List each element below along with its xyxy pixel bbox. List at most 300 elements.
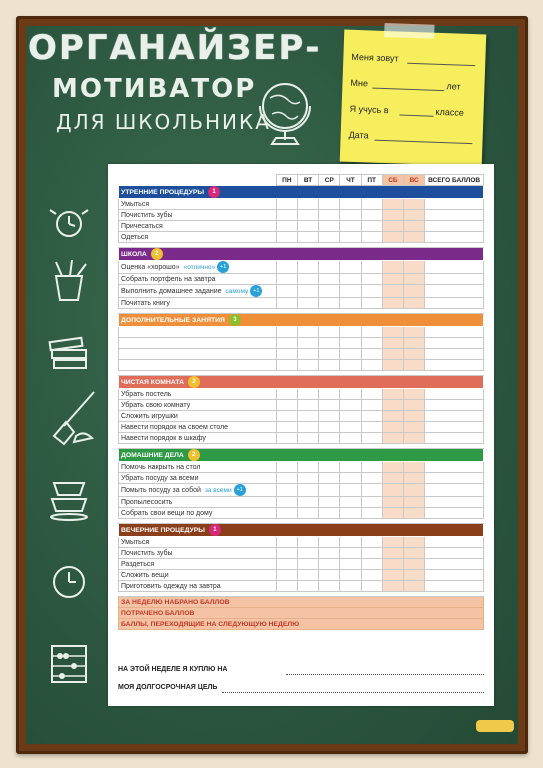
task-row — [119, 548, 484, 559]
check-cell[interactable] — [404, 389, 425, 400]
check-cell[interactable] — [361, 210, 382, 221]
task-label — [119, 349, 277, 360]
col-sun: ВС — [404, 175, 425, 186]
check-cell[interactable] — [340, 537, 361, 548]
check-cell[interactable] — [340, 389, 361, 400]
check-cell[interactable] — [340, 433, 361, 444]
check-cell[interactable] — [404, 497, 425, 508]
check-cell[interactable] — [297, 581, 318, 592]
check-cell[interactable] — [319, 411, 340, 422]
check-cell[interactable] — [297, 210, 318, 221]
check-cell[interactable] — [276, 298, 297, 309]
check-cell[interactable] — [340, 261, 361, 274]
school-line[interactable] — [349, 94, 476, 122]
check-cell[interactable] — [319, 285, 340, 298]
check-cell[interactable] — [340, 400, 361, 411]
check-cell[interactable] — [276, 338, 297, 349]
check-cell[interactable] — [361, 389, 382, 400]
check-cell[interactable] — [340, 484, 361, 497]
check-cell[interactable] — [425, 349, 484, 360]
check-cell[interactable] — [297, 473, 318, 484]
check-cell[interactable] — [297, 422, 318, 433]
col-total: ВСЕГО БАЛЛОВ — [425, 175, 484, 186]
check-cell[interactable] — [404, 462, 425, 473]
check-cell[interactable] — [361, 274, 382, 285]
task-label: Приготовить одежду на завтра — [119, 581, 277, 592]
check-cell[interactable] — [361, 221, 382, 232]
check-cell[interactable] — [361, 484, 382, 497]
check-cell[interactable] — [340, 327, 361, 338]
check-cell[interactable] — [425, 497, 484, 508]
check-cell[interactable] — [361, 360, 382, 371]
task-row — [119, 411, 484, 422]
check-cell[interactable] — [382, 338, 403, 349]
check-cell[interactable] — [404, 338, 425, 349]
section-title-text: УТРЕННИЕ ПРОЦЕДУРЫ — [121, 188, 205, 196]
check-cell[interactable] — [276, 422, 297, 433]
check-cell[interactable] — [319, 484, 340, 497]
check-cell[interactable] — [276, 261, 297, 274]
age-label: Мне — [350, 77, 369, 89]
check-cell[interactable] — [340, 338, 361, 349]
check-cell[interactable] — [425, 261, 484, 274]
buy-line[interactable] — [118, 662, 484, 680]
check-cell[interactable] — [276, 433, 297, 444]
section-header — [119, 449, 484, 462]
check-cell[interactable] — [382, 473, 403, 484]
check-cell[interactable] — [276, 548, 297, 559]
check-cell[interactable] — [319, 422, 340, 433]
check-cell[interactable] — [382, 581, 403, 592]
check-cell[interactable] — [382, 210, 403, 221]
check-cell[interactable] — [297, 349, 318, 360]
check-cell[interactable] — [319, 327, 340, 338]
section-title — [119, 314, 484, 327]
check-cell[interactable] — [425, 400, 484, 411]
check-cell[interactable] — [319, 232, 340, 243]
check-cell[interactable] — [297, 570, 318, 581]
check-cell[interactable] — [425, 422, 484, 433]
dishes-icon — [44, 475, 94, 523]
check-cell[interactable] — [340, 221, 361, 232]
check-cell[interactable] — [382, 497, 403, 508]
check-cell[interactable] — [319, 462, 340, 473]
check-cell[interactable] — [425, 484, 484, 497]
bonus-star-icon: +1 — [234, 484, 246, 496]
task-label: Собрать свои вещи по дому — [119, 508, 277, 519]
check-cell[interactable] — [382, 433, 403, 444]
check-cell[interactable] — [361, 349, 382, 360]
bottom-lines — [118, 662, 484, 698]
alarm-clock-icon — [44, 202, 94, 242]
task-label: Пропылесосить — [119, 497, 277, 508]
tape — [384, 23, 434, 39]
check-cell[interactable] — [340, 422, 361, 433]
check-cell[interactable] — [382, 285, 403, 298]
task-label: Почистить зубы — [119, 210, 277, 221]
check-cell[interactable] — [404, 411, 425, 422]
bonus-star-icon: +1 — [217, 261, 229, 273]
check-cell[interactable] — [404, 232, 425, 243]
check-cell[interactable] — [297, 433, 318, 444]
check-cell[interactable] — [297, 199, 318, 210]
check-cell[interactable] — [404, 570, 425, 581]
check-cell[interactable] — [276, 400, 297, 411]
check-cell[interactable] — [382, 484, 403, 497]
points-badge: 3 — [229, 314, 241, 326]
check-cell[interactable] — [425, 199, 484, 210]
check-cell[interactable] — [361, 298, 382, 309]
check-cell[interactable] — [319, 210, 340, 221]
check-cell[interactable] — [404, 199, 425, 210]
check-cell[interactable] — [404, 210, 425, 221]
check-cell[interactable] — [404, 327, 425, 338]
check-cell[interactable] — [361, 261, 382, 274]
summary-label[interactable]: ПОТРАЧЕНО БАЛЛОВ — [119, 608, 484, 619]
check-cell[interactable] — [361, 581, 382, 592]
task-row — [119, 400, 484, 411]
check-cell[interactable] — [404, 508, 425, 519]
check-cell[interactable] — [382, 349, 403, 360]
check-cell[interactable] — [404, 559, 425, 570]
task-label: Убрать посуду за всеми — [119, 473, 277, 484]
task-row — [119, 327, 484, 338]
check-cell[interactable] — [404, 349, 425, 360]
check-cell[interactable] — [361, 570, 382, 581]
check-cell[interactable] — [276, 327, 297, 338]
check-cell[interactable] — [276, 232, 297, 243]
check-cell[interactable] — [361, 338, 382, 349]
check-cell[interactable] — [297, 537, 318, 548]
check-cell[interactable] — [425, 537, 484, 548]
task-label: Причесаться — [119, 221, 277, 232]
check-cell[interactable] — [276, 411, 297, 422]
check-cell[interactable] — [425, 508, 484, 519]
check-cell[interactable] — [276, 389, 297, 400]
check-cell[interactable] — [319, 570, 340, 581]
check-cell[interactable] — [319, 400, 340, 411]
check-cell[interactable] — [276, 274, 297, 285]
check-cell[interactable] — [425, 210, 484, 221]
task-label: Оценка «хорошо» «отлично» +1 — [119, 261, 277, 274]
check-cell[interactable] — [425, 559, 484, 570]
check-cell[interactable] — [340, 274, 361, 285]
section-title — [119, 524, 484, 537]
task-row — [119, 581, 484, 592]
check-cell[interactable] — [340, 548, 361, 559]
check-cell[interactable] — [319, 389, 340, 400]
check-cell[interactable] — [425, 548, 484, 559]
check-cell[interactable] — [404, 298, 425, 309]
check-cell[interactable] — [297, 232, 318, 243]
check-cell[interactable] — [319, 497, 340, 508]
check-cell[interactable] — [297, 508, 318, 519]
check-cell[interactable] — [297, 285, 318, 298]
check-cell[interactable] — [361, 433, 382, 444]
check-cell[interactable] — [382, 199, 403, 210]
section-title-text: ДОМАШНИЕ ДЕЛА — [121, 451, 184, 459]
check-cell[interactable] — [276, 473, 297, 484]
check-cell[interactable] — [297, 484, 318, 497]
check-cell[interactable] — [382, 389, 403, 400]
check-cell[interactable] — [425, 298, 484, 309]
task-row — [119, 360, 484, 371]
check-cell[interactable] — [404, 473, 425, 484]
check-cell[interactable] — [404, 548, 425, 559]
check-cell[interactable] — [382, 508, 403, 519]
check-cell[interactable] — [404, 285, 425, 298]
check-cell[interactable] — [340, 349, 361, 360]
section-title — [119, 248, 484, 261]
check-cell[interactable] — [319, 221, 340, 232]
check-cell[interactable] — [340, 360, 361, 371]
school-label: Я учусь в — [349, 103, 389, 116]
check-cell[interactable] — [382, 360, 403, 371]
check-cell[interactable] — [340, 581, 361, 592]
abacus-icon — [44, 640, 94, 690]
check-cell[interactable] — [276, 349, 297, 360]
check-cell[interactable] — [425, 462, 484, 473]
check-cell[interactable] — [340, 473, 361, 484]
task-label: Раздеться — [119, 559, 277, 570]
check-cell[interactable] — [361, 285, 382, 298]
check-cell[interactable] — [382, 559, 403, 570]
check-cell[interactable] — [361, 232, 382, 243]
section-title — [119, 186, 484, 199]
task-label: Убрать свою комнату — [119, 400, 277, 411]
check-cell[interactable] — [404, 422, 425, 433]
check-cell[interactable] — [340, 210, 361, 221]
check-cell[interactable] — [319, 559, 340, 570]
check-cell[interactable] — [340, 508, 361, 519]
schedule-body — [119, 186, 484, 630]
check-cell[interactable] — [276, 221, 297, 232]
check-cell[interactable] — [276, 210, 297, 221]
check-cell[interactable] — [425, 285, 484, 298]
check-cell[interactable] — [319, 548, 340, 559]
check-cell[interactable] — [276, 508, 297, 519]
check-cell[interactable] — [425, 232, 484, 243]
check-cell[interactable] — [340, 559, 361, 570]
task-label: Почитать книгу — [119, 298, 277, 309]
check-cell[interactable] — [382, 548, 403, 559]
check-cell[interactable] — [276, 581, 297, 592]
check-cell[interactable] — [319, 537, 340, 548]
task-label: Одеться — [119, 232, 277, 243]
age-line[interactable] — [350, 68, 477, 96]
check-cell[interactable] — [382, 462, 403, 473]
task-row — [119, 285, 484, 298]
check-cell[interactable] — [340, 298, 361, 309]
check-cell[interactable] — [297, 274, 318, 285]
check-cell[interactable] — [382, 274, 403, 285]
task-label: Почистить зубы — [119, 548, 277, 559]
check-cell[interactable] — [297, 338, 318, 349]
check-cell[interactable] — [425, 360, 484, 371]
check-cell[interactable] — [319, 298, 340, 309]
check-cell[interactable] — [361, 400, 382, 411]
points-badge: 2 — [188, 449, 200, 461]
summary-row — [119, 608, 484, 619]
check-cell[interactable] — [297, 261, 318, 274]
summary-label[interactable]: ЗА НЕДЕЛЮ НАБРАНО БАЛЛОВ — [119, 597, 484, 608]
check-cell[interactable] — [297, 559, 318, 570]
check-cell[interactable] — [361, 473, 382, 484]
check-cell[interactable] — [297, 497, 318, 508]
check-cell[interactable] — [361, 422, 382, 433]
check-cell[interactable] — [404, 360, 425, 371]
check-cell[interactable] — [404, 433, 425, 444]
check-cell[interactable] — [404, 484, 425, 497]
check-cell[interactable] — [297, 327, 318, 338]
check-cell[interactable] — [276, 484, 297, 497]
organizer-sheet — [108, 164, 494, 706]
col-tue: ВТ — [297, 175, 318, 186]
task-row — [119, 338, 484, 349]
check-cell[interactable] — [425, 221, 484, 232]
check-cell[interactable] — [361, 462, 382, 473]
check-cell[interactable] — [425, 327, 484, 338]
goal-line[interactable] — [118, 680, 484, 698]
task-row — [119, 570, 484, 581]
check-cell[interactable] — [319, 261, 340, 274]
check-cell[interactable] — [382, 570, 403, 581]
section-header — [119, 248, 484, 261]
task-label: Навести порядок на своем столе — [119, 422, 277, 433]
check-cell[interactable] — [276, 462, 297, 473]
task-label: Собрать портфель на завтра — [119, 274, 277, 285]
check-cell[interactable] — [361, 411, 382, 422]
goal-label: МОЯ ДОЛГОСРОЧНАЯ ЦЕЛЬ — [118, 684, 218, 691]
check-cell[interactable] — [319, 274, 340, 285]
section-header — [119, 524, 484, 537]
col-wed: СР — [319, 175, 340, 186]
check-cell[interactable] — [297, 298, 318, 309]
check-cell[interactable] — [404, 400, 425, 411]
check-cell[interactable] — [425, 581, 484, 592]
check-cell[interactable] — [297, 462, 318, 473]
task-row — [119, 473, 484, 484]
check-cell[interactable] — [425, 411, 484, 422]
check-cell[interactable] — [361, 199, 382, 210]
task-row — [119, 537, 484, 548]
check-cell[interactable] — [361, 497, 382, 508]
summary-label[interactable]: БАЛЛЫ, ПЕРЕХОДЯЩИЕ НА СЛЕДУЮЩУЮ НЕДЕЛЮ — [119, 619, 484, 630]
check-cell[interactable] — [340, 570, 361, 581]
task-label: Умыться — [119, 537, 277, 548]
check-cell[interactable] — [340, 411, 361, 422]
task-row — [119, 497, 484, 508]
check-cell[interactable] — [382, 261, 403, 274]
check-cell[interactable] — [404, 537, 425, 548]
check-cell[interactable] — [404, 261, 425, 274]
col-sat: СБ — [382, 175, 403, 186]
check-cell[interactable] — [425, 433, 484, 444]
check-cell[interactable] — [382, 400, 403, 411]
check-cell[interactable] — [361, 327, 382, 338]
check-cell[interactable] — [425, 570, 484, 581]
check-cell[interactable] — [382, 221, 403, 232]
col-mon: ПН — [276, 175, 297, 186]
title-line-2: МОТИВАТОР — [52, 74, 257, 104]
check-cell[interactable] — [297, 221, 318, 232]
check-cell[interactable] — [276, 360, 297, 371]
task-row — [119, 349, 484, 360]
check-cell[interactable] — [361, 548, 382, 559]
check-cell[interactable] — [319, 581, 340, 592]
check-cell[interactable] — [276, 285, 297, 298]
age-suffix: лет — [446, 81, 461, 92]
check-cell[interactable] — [382, 327, 403, 338]
check-cell[interactable] — [319, 360, 340, 371]
check-cell[interactable] — [340, 462, 361, 473]
check-cell[interactable] — [297, 389, 318, 400]
check-cell[interactable] — [361, 537, 382, 548]
date-label: Дата — [348, 129, 369, 141]
check-cell[interactable] — [340, 199, 361, 210]
header-row — [119, 175, 484, 186]
check-cell[interactable] — [404, 221, 425, 232]
check-cell[interactable] — [319, 349, 340, 360]
check-cell[interactable] — [297, 548, 318, 559]
check-cell[interactable] — [425, 389, 484, 400]
check-cell[interactable] — [319, 199, 340, 210]
check-cell[interactable] — [425, 274, 484, 285]
points-badge: 2 — [151, 248, 163, 260]
check-cell[interactable] — [340, 232, 361, 243]
check-cell[interactable] — [297, 411, 318, 422]
date-line[interactable] — [348, 120, 475, 148]
task-row — [119, 274, 484, 285]
check-cell[interactable] — [276, 559, 297, 570]
task-label: Умыться — [119, 199, 277, 210]
check-cell[interactable] — [319, 433, 340, 444]
check-cell[interactable] — [382, 232, 403, 243]
task-label — [119, 327, 277, 338]
check-cell[interactable] — [319, 508, 340, 519]
check-cell[interactable] — [276, 199, 297, 210]
check-cell[interactable] — [340, 497, 361, 508]
section-header — [119, 376, 484, 389]
check-cell[interactable] — [340, 285, 361, 298]
task-label: Помочь накрыть на стол — [119, 462, 277, 473]
check-cell[interactable] — [425, 473, 484, 484]
check-cell[interactable] — [382, 298, 403, 309]
check-cell[interactable] — [382, 422, 403, 433]
check-cell[interactable] — [276, 537, 297, 548]
task-row — [119, 508, 484, 519]
check-cell[interactable] — [319, 338, 340, 349]
check-cell[interactable] — [276, 570, 297, 581]
check-cell[interactable] — [382, 537, 403, 548]
section-title — [119, 376, 484, 389]
schedule-table — [118, 174, 484, 630]
check-cell[interactable] — [404, 581, 425, 592]
check-cell[interactable] — [382, 411, 403, 422]
check-cell[interactable] — [425, 338, 484, 349]
section-title-text: ЧИСТАЯ КОМНАТА — [121, 378, 185, 386]
name-line[interactable] — [351, 42, 478, 70]
check-cell[interactable] — [297, 400, 318, 411]
check-cell[interactable] — [361, 559, 382, 570]
check-cell[interactable] — [276, 497, 297, 508]
check-cell[interactable] — [319, 473, 340, 484]
check-cell[interactable] — [361, 508, 382, 519]
task-label — [119, 338, 277, 349]
check-cell[interactable] — [404, 274, 425, 285]
check-cell[interactable] — [297, 360, 318, 371]
task-label: Помыть посуду за собой за всеми +1 — [119, 484, 277, 497]
